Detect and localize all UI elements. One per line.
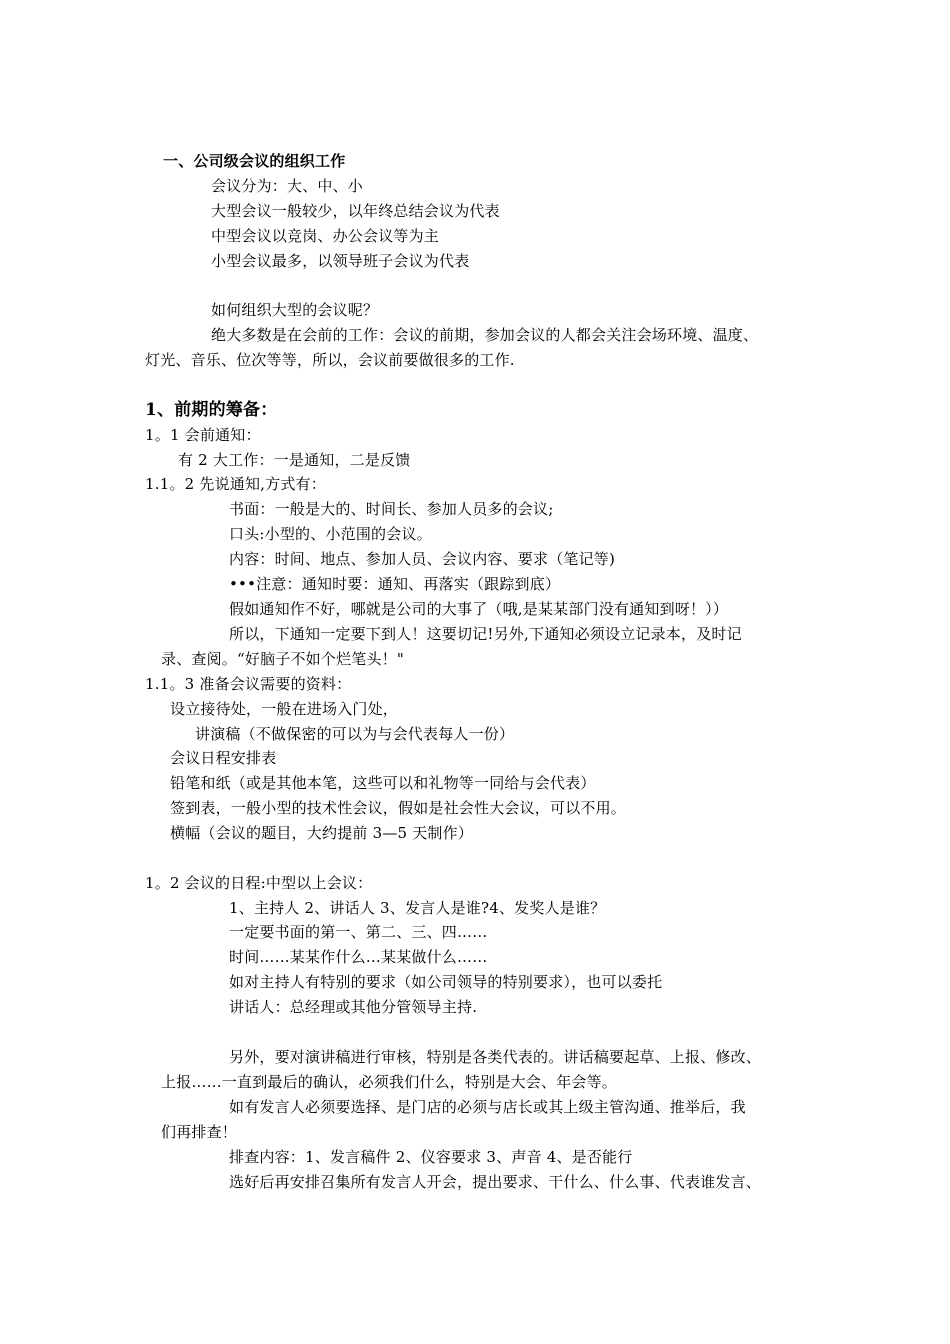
- schedule-line: 会议日程安排表: [170, 749, 277, 767]
- review-line-1: 另外，要对演讲稿进行审核，特别是各类代表的。讲话稿要起草、上报、修改、: [229, 1048, 762, 1066]
- written-notice-line: 书面：一般是大的、时间长、参加人员多的会议;: [229, 500, 554, 518]
- review-line-2: 上报……一直到最后的确认，必须我们什么，特别是大会、年会等。: [161, 1073, 618, 1091]
- two-tasks-line: 有 2 大工作：一是通知，二是反馈: [178, 451, 411, 469]
- question-line: 如何组织大型的会议呢？: [211, 301, 379, 319]
- oral-notice-line: 口头:小型的、小范围的会议。: [229, 525, 432, 543]
- notice-method-heading: 1.1。2 先说通知,方式有：: [145, 475, 326, 493]
- attention-line: •••注意：通知时要：通知、再落实（跟踪到底）: [229, 575, 561, 593]
- banner-line: 横幅（会议的题目，大约提前 3—5 天制作）: [170, 824, 474, 842]
- speaker-meeting-line: 选好后再安排召集所有发言人开会，提出要求、干什么、什么事、代表谁发言、: [229, 1173, 762, 1191]
- small-meeting-line: 小型会议最多，以领导班子会议为代表: [211, 252, 470, 270]
- agenda-heading: 1。2 会议的日程:中型以上会议：: [145, 874, 373, 892]
- agenda-speaker-line: 讲话人：总经理或其他分管领导主持.: [229, 998, 478, 1016]
- agenda-time-line: 时间……某某作什么…某某做什么……: [229, 948, 488, 966]
- signin-line: 签到表，一般小型的技术性会议，假如是社会性大会议，可以不用。: [170, 799, 627, 817]
- section-title: 一、公司级会议的组织工作: [163, 152, 346, 170]
- speech-draft-line: 讲演稿（不做保密的可以为与会代表每人一份）: [195, 725, 515, 743]
- select-line-1: 如有发言人必须要选择、是门店的必须与店长或其上级主管沟通、推举后，我: [229, 1098, 746, 1116]
- pens-line: 铅笔和纸（或是其他本笔，这些可以和礼物等一同给与会代表）: [170, 774, 596, 792]
- materials-heading: 1.1。3 准备会议需要的资料：: [145, 675, 352, 693]
- agenda-written-line: 一定要书面的第一、第二、三、四……: [229, 923, 488, 941]
- agenda-roles-line: 1、主持人 2、讲话人 3、发言人是谁?4、发奖人是谁？: [229, 899, 606, 917]
- notice-content-line: 内容：时间、地点、参加人员、会议内容、要求（笔记等): [229, 550, 616, 568]
- agenda-host-line: 如对主持人有特别的要求（如公司领导的特别要求），也可以委托: [229, 973, 663, 991]
- reception-line: 设立接待处，一般在进场入门处，: [170, 700, 399, 718]
- large-meeting-line: 大型会议一般较少，以年终总结会议为代表: [211, 202, 500, 220]
- must-notify-line-2: 录、查阅。“好脑子不如个烂笔头！": [161, 650, 404, 668]
- notice-heading: 1。1 会前通知：: [145, 426, 261, 444]
- answer-line-2: 灯光、音乐、位次等等，所以，会议前要做很多的工作.: [145, 351, 515, 369]
- medium-meeting-line: 中型会议以竞岗、办公会议等为主: [211, 227, 440, 245]
- warning-line: 假如通知作不好，哪就是公司的大事了（哦,是某某部门没有通知到呀！））: [229, 600, 729, 618]
- check-line: 排查内容：1、发言稿件 2、仪容要求 3、声音 4、是否能行: [229, 1148, 633, 1166]
- prep-heading: 1、前期的筹备：: [145, 400, 278, 420]
- select-line-2: 们再排查！: [161, 1123, 238, 1141]
- must-notify-line-1: 所以，下通知一定要下到人！这要切记!另外,下通知必须设立记录本，及时记: [229, 625, 742, 643]
- meeting-types-line: 会议分为：大、中、小: [211, 177, 364, 195]
- answer-line-1: 绝大多数是在会前的工作：会议的前期，参加会议的人都会关注会场环境、温度、: [211, 326, 759, 344]
